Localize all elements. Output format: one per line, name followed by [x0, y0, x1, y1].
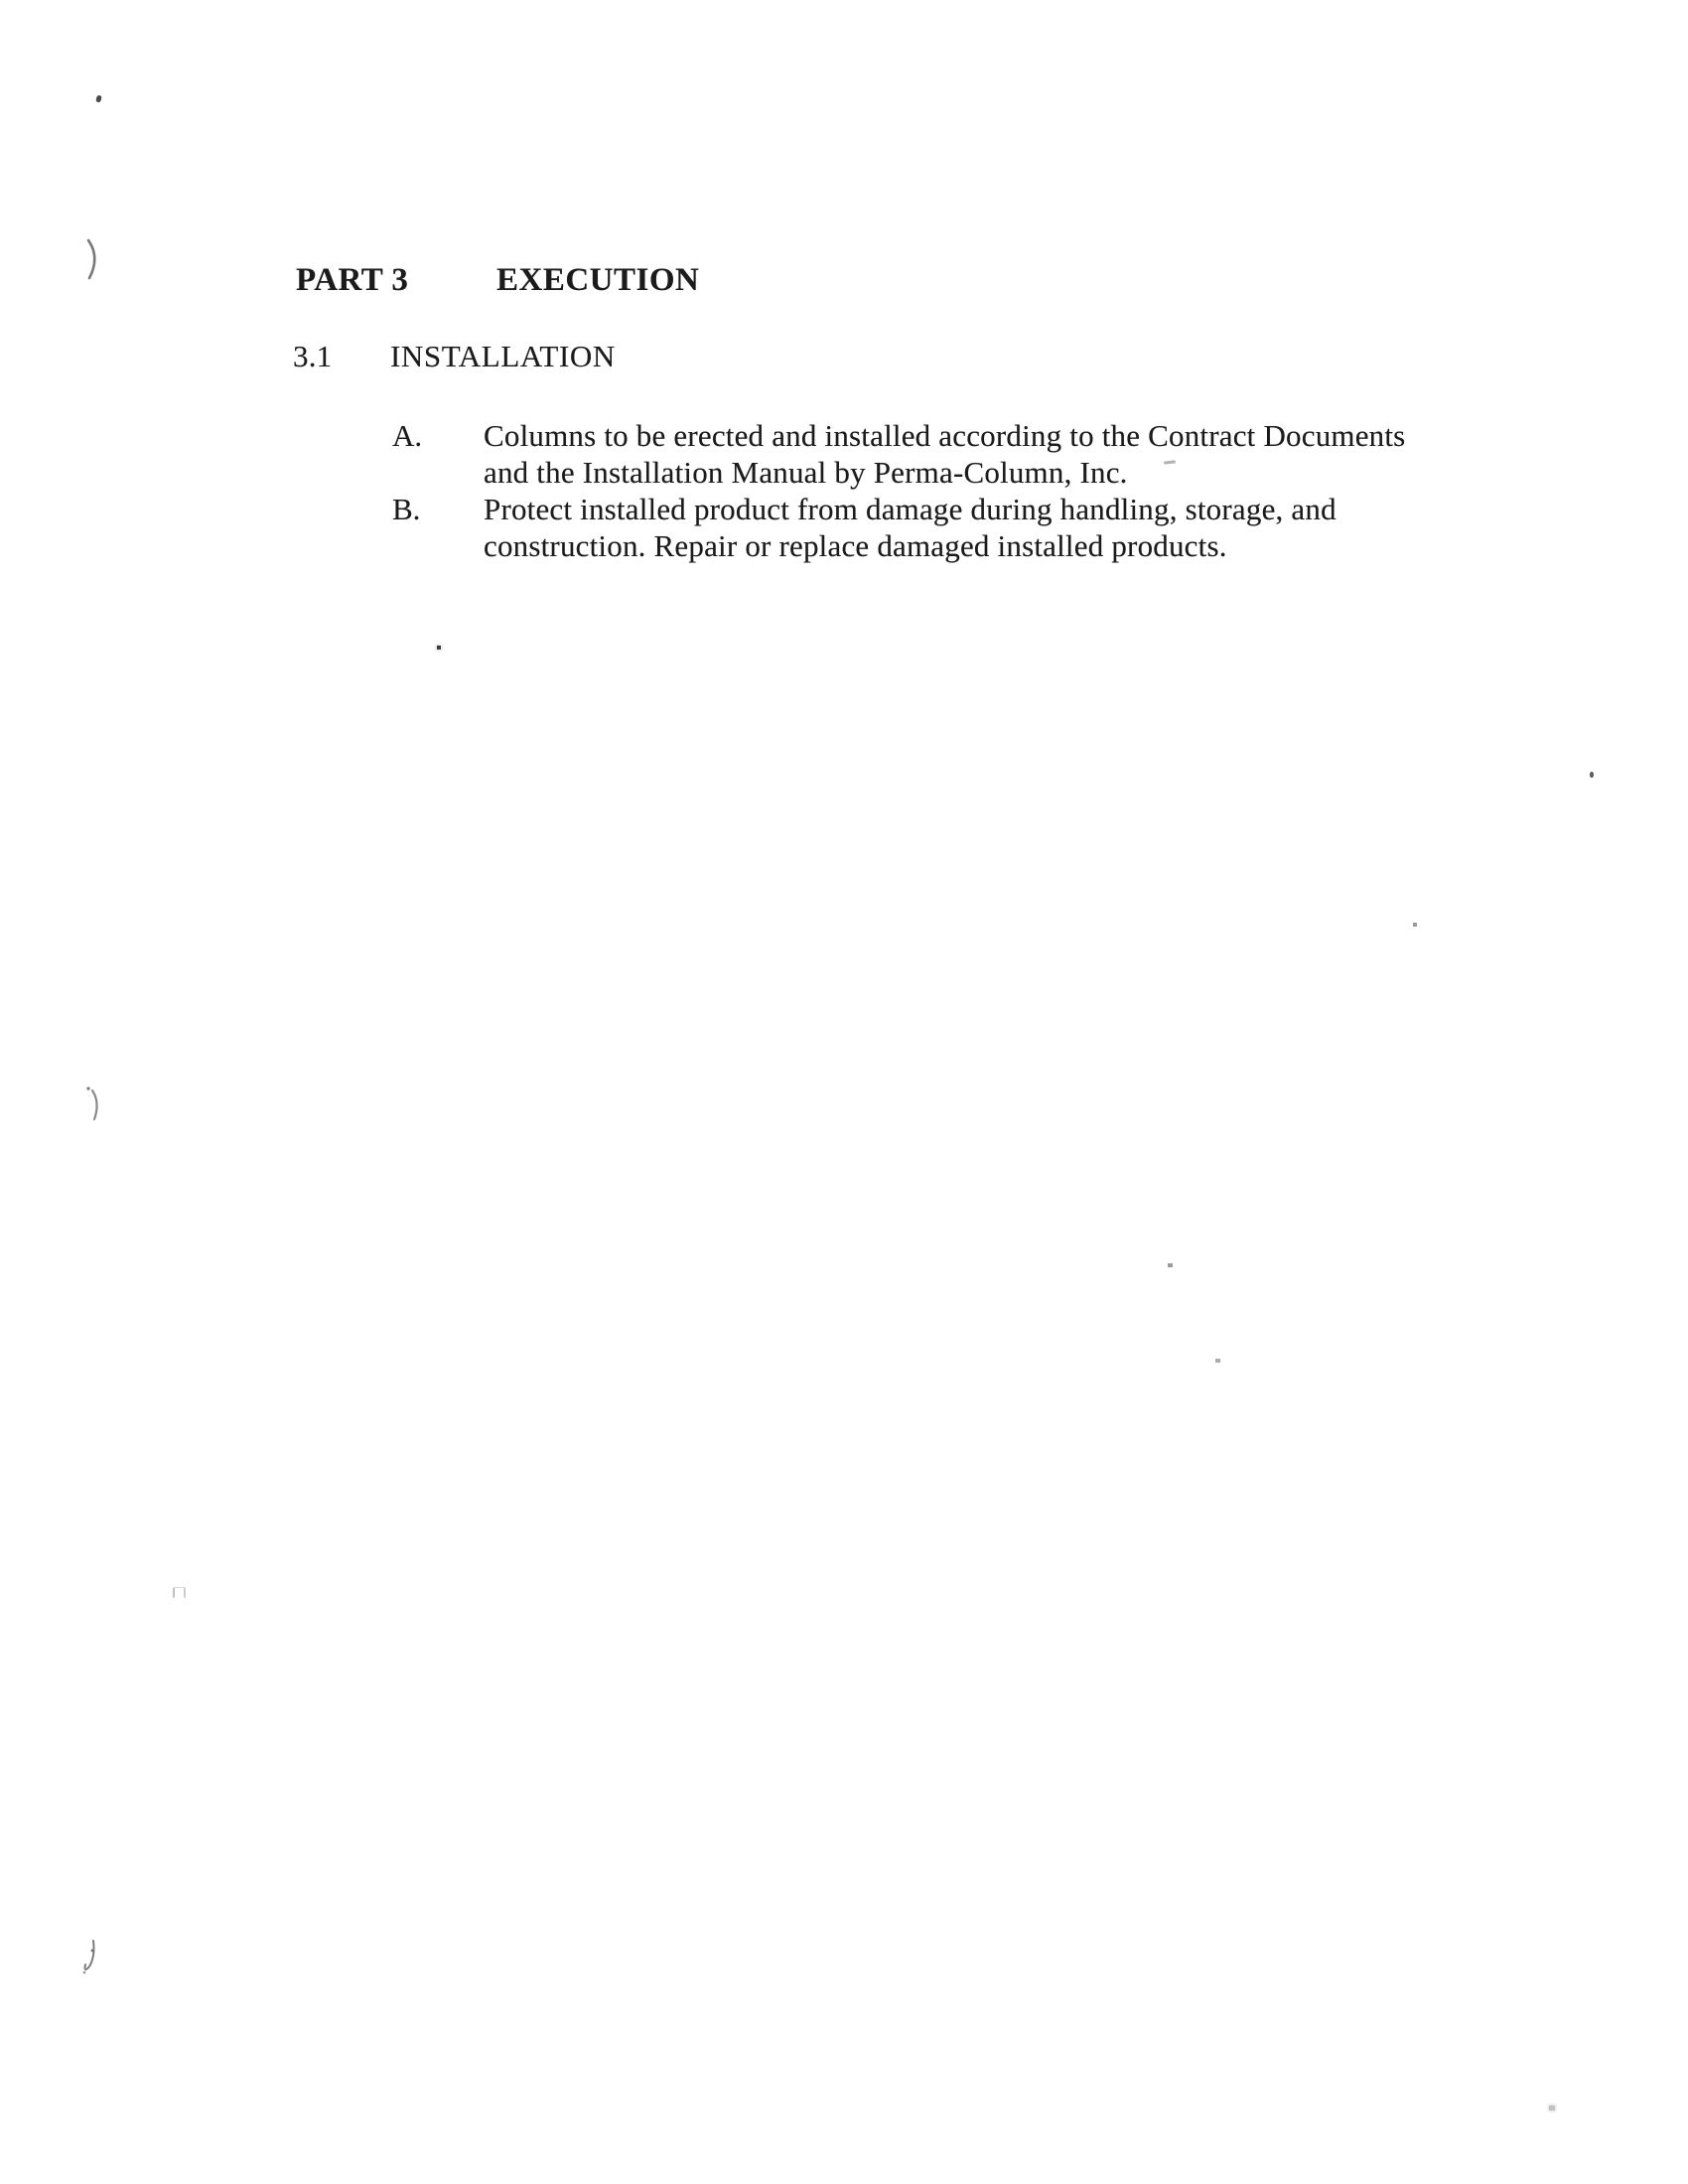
scan-artifact-speck: [1549, 2106, 1555, 2111]
item-text: [484, 417, 1405, 491]
item-text: [484, 491, 1336, 564]
item-text-line: Columns to be erected and installed according to the Contract Documents: [484, 418, 1406, 453]
lettered-list: [392, 417, 1405, 564]
section-heading: [293, 339, 616, 374]
scan-artifact-smudge: [173, 1587, 186, 1598]
scan-artifact-speck: [1215, 1359, 1220, 1363]
scan-artifact-speck: [1168, 1263, 1173, 1267]
item-label: B.: [392, 492, 421, 526]
scan-artifact-squiggle: [79, 1937, 103, 1985]
scan-artifact-stroke: [83, 1085, 105, 1129]
scan-artifact-speck: [95, 94, 102, 102]
part-title: EXECUTION: [496, 262, 700, 298]
item-label: A.: [392, 418, 423, 453]
item-text-line: and the Installation Manual by Perma-Column, Inc.: [484, 455, 1128, 490]
scan-artifact-speck: [437, 646, 441, 650]
list-item-a: [392, 417, 1405, 491]
part-heading: [296, 262, 699, 299]
scan-artifact-speck: [1590, 772, 1594, 778]
section-title: INSTALLATION: [390, 339, 616, 373]
scan-artifact-speck: [1413, 923, 1417, 927]
list-item-b: [392, 491, 1405, 564]
scan-artifact-paren-mark: [85, 237, 101, 286]
section-number: 3.1: [293, 339, 333, 373]
item-text-line: construction. Repair or replace damaged installed products.: [484, 528, 1227, 563]
item-text-line: Protect installed product from damage during handling, storage, and: [484, 492, 1336, 526]
part-number: PART 3: [296, 262, 409, 298]
